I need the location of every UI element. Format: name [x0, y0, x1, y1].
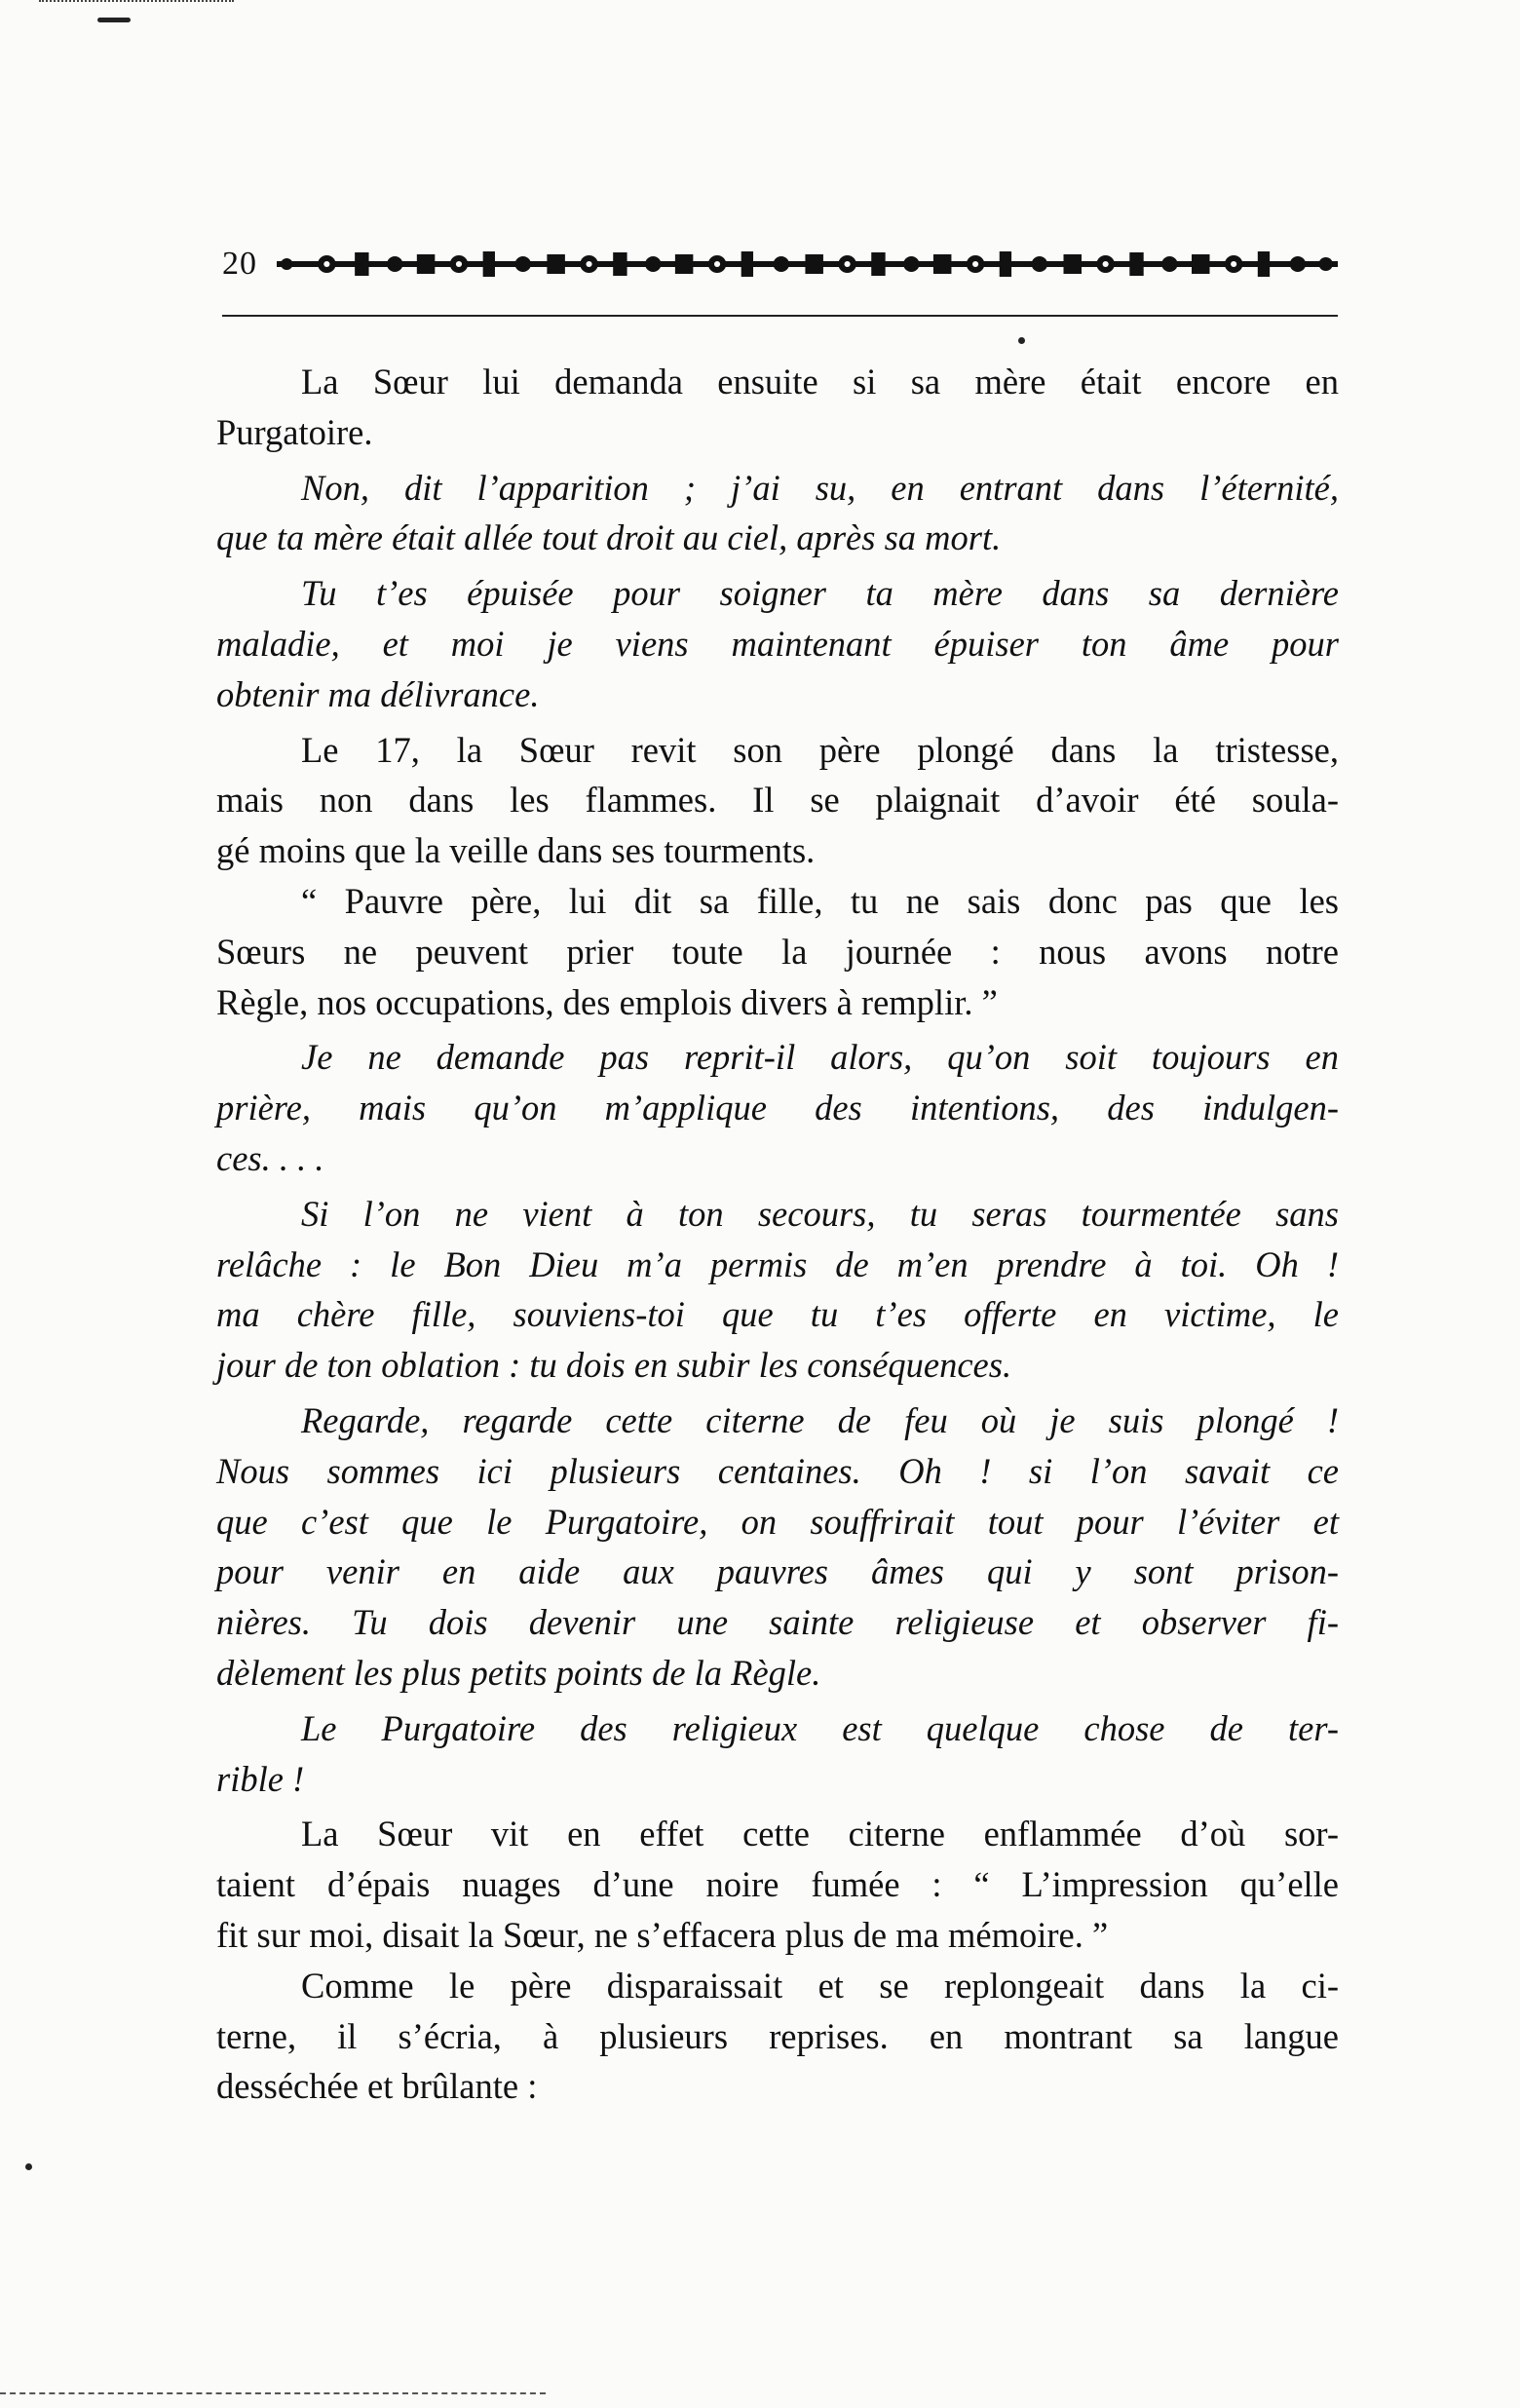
- text-line: Le 17, la Sœur revit son père plongé dans la tristesse,: [301, 729, 1339, 770]
- top-edge-mark: [39, 0, 234, 6]
- text-line: terne, il s’écria, à plusieurs reprises. en montrant sa langue: [216, 2015, 1339, 2056]
- text-line: ma chère fille, souviens-toi que tu t’es offerte en victime, le: [216, 1294, 1339, 1335]
- text-line: Règle, nos occupations, des emplois divers à remplir. ”: [216, 981, 998, 1022]
- text-line: relâche : le Bon Dieu m’a permis de m’en prendre à toi. Oh !: [216, 1243, 1339, 1284]
- page-number: 20: [222, 246, 257, 282]
- text-line: Le Purgatoire des religieux est quelque chose de ter-: [301, 1707, 1339, 1748]
- text-line: ces. . . .: [216, 1137, 324, 1178]
- text-line: Purgatoire.: [216, 411, 373, 452]
- text-line: taient d’épais nuages d’une noire fumée : “ L’impression qu’elle: [216, 1864, 1339, 1905]
- text-line: dèlement les plus petits points de la Règle.: [216, 1652, 821, 1693]
- text-line: Non, dit l’apparition ; j’ai su, en entrant dans l’éternité,: [301, 467, 1339, 508]
- ink-dot: [25, 2163, 32, 2170]
- text-line: que c’est que le Purgatoire, on souffrirait tout pour l’éviter et: [216, 1501, 1339, 1542]
- text-line: “ Pauvre père, lui dit sa fille, tu ne sais donc pas que les: [301, 880, 1339, 921]
- text-line: Tu t’es épuisée pour soigner ta mère dans sa dernière: [301, 573, 1339, 614]
- text-line: Si l’on ne vient à ton secours, tu seras tourmentée sans: [301, 1193, 1339, 1234]
- text-line: pour venir en aide aux pauvres âmes qui y sont prison-: [216, 1551, 1339, 1592]
- text-line: fit sur moi, disait la Sœur, ne s’effacera plus de ma mémoire. ”: [216, 1914, 1109, 1955]
- text-line: nières. Tu dois devenir une sainte religieuse et observer fi-: [216, 1602, 1339, 1643]
- text-line: mais non dans les flammes. Il se plaignait d’avoir été soula-: [216, 780, 1339, 821]
- running-header: [222, 242, 1338, 287]
- text-line: Sœurs ne peuvent prier toute la journée : nous avons notre: [216, 931, 1339, 972]
- header-rule: [222, 315, 1338, 317]
- text-line: jour de ton oblation : tu dois en subir les conséquences.: [216, 1345, 1012, 1386]
- text-line: Nous sommes ici plusieurs centaines. Oh ! si l’on savait ce: [216, 1450, 1339, 1491]
- text-line: La Sœur lui demanda ensuite si sa mère était encore en: [301, 362, 1339, 401]
- text-line: maladie, et moi je viens maintenant épuiser ton âme pour: [216, 623, 1339, 664]
- ink-mark: [97, 18, 131, 22]
- text-line: prière, mais qu’on m’applique des intentions, des indulgen-: [216, 1088, 1339, 1128]
- text-line: La Sœur vit en effet cette citerne enflammée d’où sor-: [301, 1814, 1339, 1854]
- text-line: Comme le père disparaissait et se replongeait dans la ci-: [301, 1965, 1339, 2006]
- text-line: Regarde, regarde cette citerne de feu où je suis plongé !: [301, 1399, 1339, 1440]
- bottom-edge-mark: [0, 2392, 546, 2397]
- text-line: que ta mère était allée tout droit au ciel, après sa mort.: [216, 517, 1002, 558]
- text-line: gé moins que la veille dans ses tourments.: [216, 830, 816, 871]
- ink-dot: [1018, 337, 1025, 344]
- text-line: rible !: [216, 1758, 305, 1799]
- ornamental-border: [277, 248, 1338, 281]
- text-line: Je ne demande pas reprit-il alors, qu’on soit toujours en: [301, 1037, 1339, 1078]
- body-text: [216, 357, 1339, 2112]
- text-line: obtenir ma délivrance.: [216, 673, 540, 714]
- text-line: desséchée et brûlante :: [216, 2066, 538, 2107]
